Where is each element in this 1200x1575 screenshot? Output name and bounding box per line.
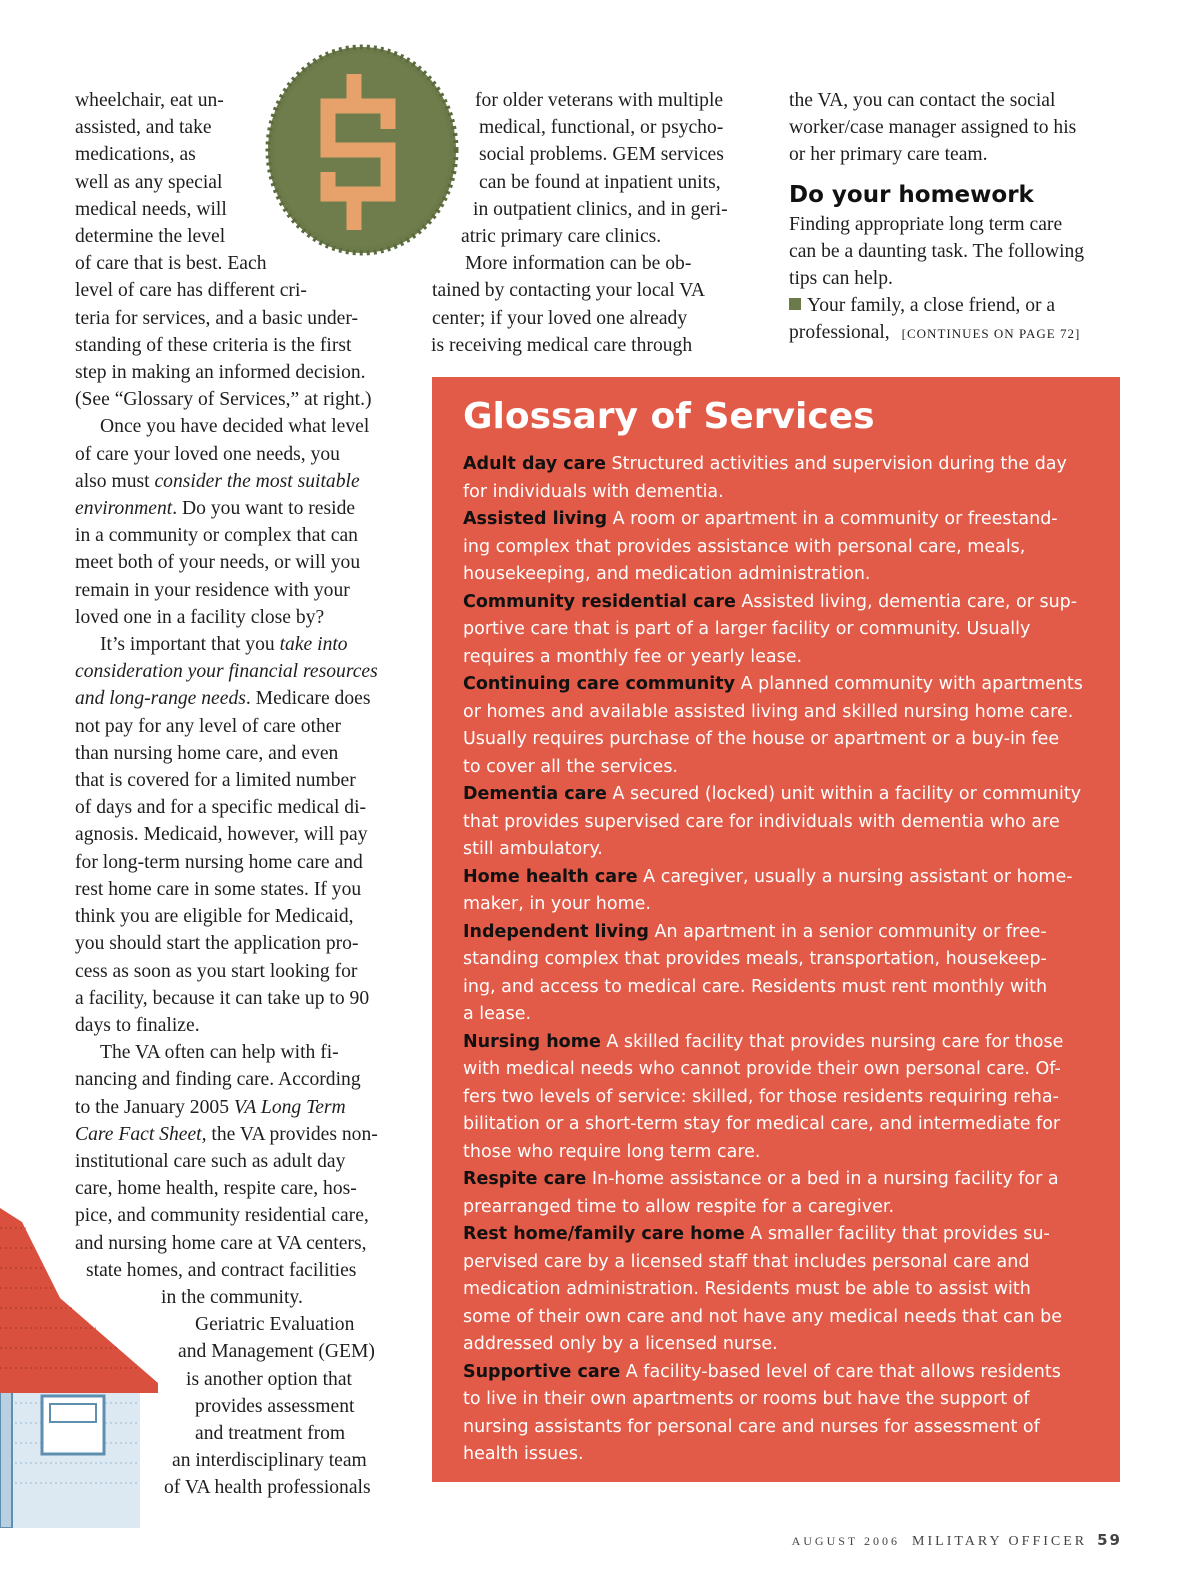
glossary-title: Glossary of Services: [463, 396, 875, 437]
glossary-entry: [463, 864, 1100, 919]
glossary-line: [463, 506, 1100, 534]
glossary-term: Respite care: [463, 1169, 587, 1189]
glossary-definition: portive care that is part of a larger facility or community. Usually: [463, 619, 1031, 639]
article-column-1: [75, 87, 415, 1502]
glossary-entries: [463, 451, 1100, 1469]
glossary-line: [463, 1386, 1100, 1414]
text-line: is receiving medical care through: [431, 334, 693, 356]
glossary-line: [463, 974, 1100, 1002]
glossary-definition: A room or apartment in a community or freestand-: [607, 509, 1058, 529]
glossary-definition: or homes and available assisted living and skilled nursing home care.: [463, 701, 1074, 722]
glossary-term: Home health care: [463, 866, 638, 887]
text-line: in outpatient clinics, and in geri-: [473, 198, 728, 220]
glossary-entry: [463, 451, 1100, 506]
glossary-entry: [463, 671, 1100, 781]
glossary-definition: bilitation or a short-term stay for medical care, and intermediate for: [463, 1114, 1061, 1134]
text-line: level of care has different cri-: [75, 280, 307, 302]
glossary-line: [463, 671, 1100, 699]
text-line: the VA, you can contact the social: [789, 90, 1056, 111]
glossary-definition: a lease.: [463, 1004, 532, 1024]
text-line: and nursing home care at VA centers,: [75, 1232, 367, 1254]
glossary-line: [463, 561, 1100, 589]
glossary-entry: [463, 1029, 1100, 1167]
issue-date: AUGUST 2006: [791, 1534, 901, 1548]
text-line: provides assessment: [195, 1395, 355, 1417]
glossary-line: [463, 1276, 1100, 1304]
square-bullet-icon: [789, 298, 801, 310]
glossary-entry: [463, 1221, 1100, 1359]
text-line: think you are eligible for Medicaid,: [75, 906, 354, 928]
glossary-term: Independent living: [463, 921, 649, 942]
glossary-definition: An apartment in a senior community or free-: [648, 921, 1047, 942]
text-line: determine the level: [75, 226, 226, 248]
glossary-definition: ing complex that provides assistance with personal care, meals,: [463, 536, 1026, 557]
emphasis-text: take into: [279, 634, 348, 656]
text-run: professional,: [789, 322, 890, 344]
continues-on-page-link[interactable]: [CONTINUES ON PAGE 72]: [901, 326, 1081, 342]
text-line: [75, 658, 415, 685]
glossary-line: [463, 451, 1100, 479]
glossary-definition: Usually requires purchase of the house or apartment or a buy-in fee: [463, 729, 1060, 749]
emphasis-text: Care Fact Sheet,: [75, 1123, 207, 1145]
glossary-line: [463, 589, 1100, 617]
text-line: for long-term nursing home care and: [75, 851, 363, 873]
glossary-line: [463, 754, 1100, 782]
text-line: of care that is best. Each: [75, 253, 267, 275]
text-line: of days and for a specific medical di-: [75, 797, 367, 819]
glossary-line: [463, 1029, 1100, 1057]
text-line: loved one in a facility close by?: [75, 606, 325, 628]
text-line: step in making an informed decision.: [75, 362, 366, 384]
text-line: in the community.: [161, 1286, 303, 1308]
glossary-definition: standing complex that provides meals, transportation, housekeep-: [463, 949, 1047, 969]
glossary-definition: fers two levels of service: skilled, for those residents requiring reha-: [463, 1086, 1059, 1107]
glossary-term: Dementia care: [463, 784, 607, 804]
glossary-term: Continuing care community: [463, 674, 736, 694]
text-run: the VA provides non-: [206, 1123, 378, 1145]
text-line: in a community or complex that can: [75, 525, 358, 547]
text-line: [789, 319, 1129, 347]
text-line: nancing and finding care. According: [75, 1069, 361, 1091]
glossary-line: [463, 809, 1100, 837]
text-line: not pay for any level of care other: [75, 715, 342, 737]
text-run: . Medicare does: [245, 688, 371, 710]
text-line: for older veterans with multiple: [475, 90, 724, 111]
glossary-definition: A secured (locked) unit within a facility or community: [606, 784, 1082, 804]
text-line: state homes, and contract facilities: [86, 1259, 357, 1281]
page-footer: [792, 1531, 1122, 1550]
text-line: is another option that: [186, 1368, 352, 1390]
section-heading: Do your homework: [789, 181, 1034, 208]
emphasis-text: consider the most suitable: [154, 470, 360, 492]
glossary-term: Assisted living: [463, 509, 608, 529]
glossary-line: [463, 1304, 1100, 1332]
glossary-definition: A skilled facility that provides nursing care for those: [600, 1031, 1064, 1052]
text-line: that is covered for a limited number: [75, 770, 356, 792]
glossary-definition: A caregiver, usually a nursing assistant or home-: [637, 866, 1073, 887]
text-line: cess as soon as you start looking for: [75, 960, 358, 982]
glossary-line: [463, 1084, 1100, 1112]
glossary-definition: Structured activities and supervision during the day: [605, 454, 1067, 474]
text-line: can be found at inpatient units,: [479, 171, 721, 193]
emphasis-text: VA Long Term: [233, 1096, 346, 1118]
glossary-definition: to cover all the services.: [463, 756, 678, 777]
glossary-definition: to live in their own apartments or rooms but have the support of: [463, 1389, 1030, 1409]
glossary-definition: housekeeping, and medication administration.: [463, 564, 871, 584]
glossary-line: [463, 946, 1100, 974]
text-run: to the January 2005: [75, 1096, 234, 1118]
glossary-term: Rest home/family care home: [463, 1224, 745, 1244]
glossary-definition: that provides supervised care for individuals with dementia who are: [463, 811, 1060, 832]
text-line: [75, 631, 415, 658]
glossary-definition: those who require long term care.: [463, 1141, 761, 1162]
glossary-line: [463, 1359, 1100, 1387]
text-line: medical, functional, or psycho-: [479, 117, 724, 139]
glossary-definition: some of their own care and not have any medical needs that can be: [463, 1306, 1063, 1327]
glossary-term: Adult day care: [463, 454, 606, 474]
glossary-entry: [463, 1359, 1100, 1469]
glossary-entry: [463, 781, 1100, 864]
glossary-line: [463, 1139, 1100, 1167]
text-line: More information can be ob-: [465, 253, 692, 275]
glossary-definition: for individuals with dementia.: [463, 481, 724, 502]
glossary-line: [463, 864, 1100, 892]
paragraph-1: [75, 87, 415, 413]
paragraph-3: [75, 631, 415, 1039]
text-line: institutional care such as adult day: [75, 1150, 346, 1172]
text-line: meet both of your needs, or will you: [75, 552, 361, 574]
glossary-definition: with medical needs who cannot provide their own personal care. Of-: [463, 1059, 1061, 1079]
glossary-definition: medication administration. Residents must be able to assist with: [463, 1279, 1031, 1299]
emphasis-text: and long-range needs: [75, 688, 246, 710]
glossary-definition: nursing assistants for personal care and nurses for assessment of: [463, 1416, 1040, 1437]
glossary-entry: [463, 919, 1100, 1029]
glossary-line: [463, 534, 1100, 562]
text-line: [75, 1094, 415, 1121]
text-line: [789, 292, 1129, 319]
glossary-line: [463, 479, 1100, 507]
glossary-term: Community residential care: [463, 591, 736, 612]
glossary-term: Supportive care: [463, 1361, 621, 1382]
text-line: medical needs, will: [75, 198, 227, 220]
text-line: an interdisciplinary team: [172, 1450, 367, 1472]
text-line: can be a daunting task. The following: [789, 240, 1085, 262]
glossary-line: [463, 1249, 1100, 1277]
page-number: 59: [1097, 1531, 1122, 1549]
article-column-3: [789, 87, 1129, 348]
text-line: of care your loved one needs, you: [75, 443, 340, 465]
glossary-definition: health issues.: [463, 1444, 584, 1464]
text-line: worker/case manager assigned to his: [789, 117, 1077, 139]
glossary-definition: ing, and access to medical care. Residents must rent monthly with: [463, 976, 1048, 997]
text-line: The VA often can help with fi-: [100, 1042, 339, 1064]
text-line: than nursing home care, and even: [75, 742, 339, 764]
text-line: social problems. GEM services: [479, 144, 724, 166]
text-line: Finding appropriate long term care: [789, 213, 1063, 235]
glossary-definition: pervised care by a licensed staff that includes personal care and: [463, 1251, 1030, 1272]
glossary-line: [463, 1001, 1100, 1029]
text-line: you should start the application pro-: [75, 933, 359, 955]
glossary-line: [463, 1221, 1100, 1249]
text-line: [75, 1121, 415, 1148]
glossary-line: [463, 891, 1100, 919]
paragraph-4: [75, 1039, 415, 1501]
glossary-definition: A smaller facility that provides su-: [744, 1224, 1050, 1244]
text-line: or her primary care team.: [789, 144, 988, 166]
text-line: center; if your loved one already: [432, 307, 688, 329]
glossary-line: [463, 1331, 1100, 1359]
text-line: pice, and community residential care,: [75, 1205, 369, 1227]
text-line: Once you have decided what level: [100, 416, 370, 438]
text-line: atric primary care clinics.: [461, 226, 662, 248]
glossary-line: [463, 1194, 1100, 1222]
glossary-line: [463, 781, 1100, 809]
paragraph-2: [75, 413, 415, 631]
glossary-entry: [463, 589, 1100, 672]
glossary-definition: A planned community with apartments: [735, 674, 1083, 694]
glossary-definition: still ambulatory.: [463, 839, 603, 859]
glossary-line: [463, 1166, 1100, 1194]
glossary-line: [463, 1414, 1100, 1442]
text-line: Geriatric Evaluation: [195, 1314, 355, 1336]
text-line: of VA health professionals: [164, 1477, 371, 1499]
text-line: [75, 495, 415, 522]
text-line: (See “Glossary of Services,” at right.): [75, 389, 372, 411]
glossary-definition: A facility-based level of care that allows residents: [620, 1361, 1061, 1382]
text-line: and Management (GEM): [178, 1341, 375, 1363]
glossary-definition: requires a monthly fee or yearly lease.: [463, 646, 803, 667]
text-line: [75, 468, 415, 495]
text-line: wheelchair, eat un-: [75, 90, 224, 111]
text-line: teria for services, and a basic under-: [75, 307, 359, 329]
glossary-line: [463, 616, 1100, 644]
text-line: and treatment from: [195, 1422, 346, 1444]
emphasis-text: consideration your financial resources: [75, 661, 378, 683]
text-line: care, home health, respite care, hos-: [75, 1178, 357, 1200]
text-run: also must: [75, 470, 155, 492]
glossary-line: [463, 699, 1100, 727]
text-line: standing of these criteria is the first: [75, 334, 352, 356]
text-line: [75, 685, 415, 712]
magazine-name: MILITARY OFFICER: [912, 1534, 1088, 1549]
text-line: assisted, and take: [75, 117, 212, 139]
article-column-2: [430, 87, 770, 359]
glossary-sidebar: [432, 377, 1120, 1482]
glossary-definition: addressed only by a licensed nurse.: [463, 1334, 778, 1354]
glossary-definition: In-home assistance or a bed in a nursing facility for a: [586, 1169, 1059, 1189]
glossary-line: [463, 726, 1100, 754]
glossary-definition: prearranged time to allow respite for a caregiver.: [463, 1196, 895, 1217]
text-line: well as any special: [75, 171, 223, 193]
glossary-line: [463, 1056, 1100, 1084]
text-line: days to finalize.: [75, 1014, 200, 1036]
glossary-term: Nursing home: [463, 1031, 601, 1052]
text-line: remain in your residence with your: [75, 579, 350, 601]
glossary-line: [463, 836, 1100, 864]
glossary-entry: [463, 506, 1100, 589]
glossary-entry: [463, 1166, 1100, 1221]
text-line: tips can help.: [789, 268, 893, 290]
glossary-line: [463, 919, 1100, 947]
text-run: Your family, a close friend, or a: [807, 295, 1056, 317]
text-run: It’s important that you: [100, 634, 280, 656]
text-line: agnosis. Medicaid, however, will pay: [75, 824, 368, 846]
emphasis-text: environment: [75, 498, 173, 520]
glossary-line: [463, 1111, 1100, 1139]
glossary-definition: Assisted living, dementia care, or sup-: [735, 591, 1078, 612]
glossary-definition: maker, in your home.: [463, 894, 651, 914]
text-line: a facility, because it can take up to 90: [75, 987, 370, 1009]
glossary-line: [463, 644, 1100, 672]
text-line: tained by contacting your local VA: [432, 280, 705, 302]
glossary-line: [463, 1441, 1100, 1469]
text-line: rest home care in some states. If you: [75, 878, 362, 900]
text-run: . Do you want to reside: [172, 498, 356, 520]
text-line: medications, as: [75, 144, 196, 166]
